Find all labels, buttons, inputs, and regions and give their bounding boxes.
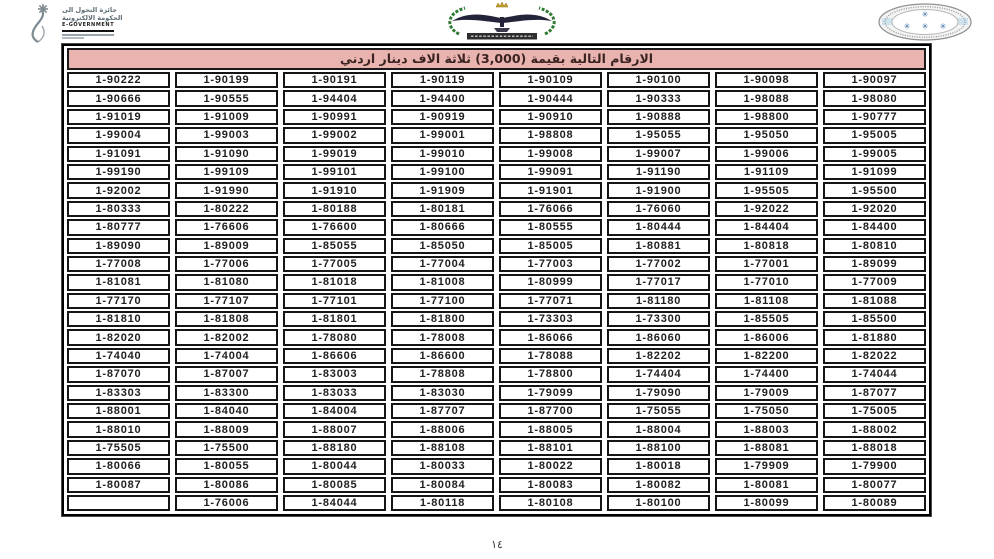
number-cell: 1-79900 bbox=[823, 458, 926, 474]
number-cell: 1-80108 bbox=[499, 495, 602, 511]
number-cell: 1-80033 bbox=[391, 458, 494, 474]
number-cell: 1-90991 bbox=[283, 109, 386, 125]
award-logo-text bbox=[62, 2, 123, 44]
seal-graphic bbox=[876, 2, 974, 42]
number-cell: 1-90555 bbox=[175, 90, 278, 106]
number-cell: 1-90222 bbox=[67, 72, 170, 88]
number-cell: 1-86600 bbox=[391, 348, 494, 364]
award-flower-icon bbox=[24, 2, 58, 44]
number-cell: 1-91109 bbox=[715, 164, 818, 180]
number-cell: 1-99008 bbox=[499, 146, 602, 162]
number-cell: 1-80089 bbox=[823, 495, 926, 511]
number-cell: 1-77009 bbox=[823, 274, 926, 290]
number-cell: 1-90097 bbox=[823, 72, 926, 88]
number-cell: 1-98808 bbox=[499, 127, 602, 143]
number-cell: 1-88004 bbox=[607, 421, 710, 437]
svg-text:✳: ✳ bbox=[903, 22, 911, 31]
number-cell: 1-77005 bbox=[283, 256, 386, 272]
number-cell: 1-86066 bbox=[499, 329, 602, 345]
number-cell: 1-84044 bbox=[283, 495, 386, 511]
egov-award-logo bbox=[24, 2, 154, 44]
number-cell: 1-90109 bbox=[499, 72, 602, 88]
number-cell: 1-80181 bbox=[391, 201, 494, 217]
award-line2: الحكومة الالكترونية bbox=[62, 13, 123, 22]
number-cell: 1-87007 bbox=[175, 366, 278, 382]
number-cell: 1-89099 bbox=[823, 256, 926, 272]
number-cell: 1-91990 bbox=[175, 182, 278, 198]
number-cell: 1-90098 bbox=[715, 72, 818, 88]
number-cell: 1-95050 bbox=[715, 127, 818, 143]
number-cell: 1-79090 bbox=[607, 385, 710, 401]
number-cell: 1-98080 bbox=[823, 90, 926, 106]
number-cell: 1-78808 bbox=[391, 366, 494, 382]
number-cell: 1-84404 bbox=[715, 219, 818, 235]
number-cell: 1-81008 bbox=[391, 274, 494, 290]
number-cell: 1-99002 bbox=[283, 127, 386, 143]
number-cell: 1-99019 bbox=[283, 146, 386, 162]
number-cell: 1-95055 bbox=[607, 127, 710, 143]
number-cell: 1-81080 bbox=[175, 274, 278, 290]
number-cell: 1-88001 bbox=[67, 403, 170, 419]
number-cell: 1-86006 bbox=[715, 329, 818, 345]
number-cell: 1-77004 bbox=[391, 256, 494, 272]
number-cell: 1-80083 bbox=[499, 477, 602, 493]
number-cell: 1-90777 bbox=[823, 109, 926, 125]
number-cell: 1-79099 bbox=[499, 385, 602, 401]
number-cell: 1-80333 bbox=[67, 201, 170, 217]
number-cell: 1-75050 bbox=[715, 403, 818, 419]
number-cell: 1-84040 bbox=[175, 403, 278, 419]
number-cell: 1-81018 bbox=[283, 274, 386, 290]
table-title: الارقام التالية بقيمة (3,000) ثلاثة الاف دينار اردني bbox=[67, 48, 926, 70]
number-cell: 1-79909 bbox=[715, 458, 818, 474]
number-cell: 1-98088 bbox=[715, 90, 818, 106]
number-cell: 1-76600 bbox=[283, 219, 386, 235]
number-cell: 1-80444 bbox=[607, 219, 710, 235]
number-cell: 1-99007 bbox=[607, 146, 710, 162]
number-cell: 1-74400 bbox=[715, 366, 818, 382]
number-cell: 1-91901 bbox=[499, 182, 602, 198]
number-cell: 1-88101 bbox=[499, 440, 602, 456]
number-cell: 1-91190 bbox=[607, 164, 710, 180]
number-cell: 1-80077 bbox=[823, 477, 926, 493]
number-cell: 1-95505 bbox=[715, 182, 818, 198]
award-small-print bbox=[62, 34, 114, 36]
number-cell: 1-90919 bbox=[391, 109, 494, 125]
number-cell: 1-83030 bbox=[391, 385, 494, 401]
number-cell: 1-95500 bbox=[823, 182, 926, 198]
number-cell: 1-91091 bbox=[67, 146, 170, 162]
number-cell: 1-94400 bbox=[391, 90, 494, 106]
number-cell: 1-80666 bbox=[391, 219, 494, 235]
number-cell: 1-80086 bbox=[175, 477, 278, 493]
number-cell: 1-80881 bbox=[607, 238, 710, 254]
number-cell: 1-77003 bbox=[499, 256, 602, 272]
number-cell: 1-99005 bbox=[823, 146, 926, 162]
number-cell: 1-89090 bbox=[67, 238, 170, 254]
empty-cell bbox=[67, 495, 170, 511]
number-cell: 1-77107 bbox=[175, 293, 278, 309]
number-cell: 1-85500 bbox=[823, 311, 926, 327]
number-cell: 1-80084 bbox=[391, 477, 494, 493]
number-cell: 1-88010 bbox=[67, 421, 170, 437]
number-cell: 1-87070 bbox=[67, 366, 170, 382]
number-cell: 1-82202 bbox=[607, 348, 710, 364]
number-cell: 1-73303 bbox=[499, 311, 602, 327]
number-cell: 1-80085 bbox=[283, 477, 386, 493]
number-cell: 1-88009 bbox=[175, 421, 278, 437]
number-cell: 1-83303 bbox=[67, 385, 170, 401]
number-cell: 1-88108 bbox=[391, 440, 494, 456]
number-cell: 1-91019 bbox=[67, 109, 170, 125]
number-cell: 1-81880 bbox=[823, 329, 926, 345]
award-small-print-2 bbox=[62, 37, 84, 39]
number-cell: 1-78080 bbox=[283, 329, 386, 345]
number-cell: 1-99004 bbox=[67, 127, 170, 143]
number-cell: 1-88100 bbox=[607, 440, 710, 456]
number-cell: 1-92020 bbox=[823, 201, 926, 217]
number-cell: 1-91009 bbox=[175, 109, 278, 125]
number-cell: 1-91909 bbox=[391, 182, 494, 198]
number-cell: 1-81808 bbox=[175, 311, 278, 327]
numbers-table-frame bbox=[62, 44, 931, 516]
number-cell: 1-80810 bbox=[823, 238, 926, 254]
number-cell: 1-86060 bbox=[607, 329, 710, 345]
number-cell: 1-83300 bbox=[175, 385, 278, 401]
number-cell: 1-88003 bbox=[715, 421, 818, 437]
number-cell: 1-84400 bbox=[823, 219, 926, 235]
number-cell: 1-99006 bbox=[715, 146, 818, 162]
number-cell: 1-92002 bbox=[67, 182, 170, 198]
number-cell: 1-90333 bbox=[607, 90, 710, 106]
number-cell: 1-80018 bbox=[607, 458, 710, 474]
number-cell: 1-77071 bbox=[499, 293, 602, 309]
numbers-table bbox=[61, 43, 932, 517]
number-cell: 1-76066 bbox=[499, 201, 602, 217]
number-cell: 1-76006 bbox=[175, 495, 278, 511]
award-line1: جائزة التحول الى bbox=[62, 6, 117, 15]
number-cell: 1-79009 bbox=[715, 385, 818, 401]
number-cell: 1-74404 bbox=[607, 366, 710, 382]
number-cell: 1-88007 bbox=[283, 421, 386, 437]
number-cell: 1-80222 bbox=[175, 201, 278, 217]
number-cell: 1-80777 bbox=[67, 219, 170, 235]
number-cell: 1-76060 bbox=[607, 201, 710, 217]
number-cell: 1-99109 bbox=[175, 164, 278, 180]
number-cell: 1-99001 bbox=[391, 127, 494, 143]
number-cell: 1-77100 bbox=[391, 293, 494, 309]
number-cell: 1-99003 bbox=[175, 127, 278, 143]
number-cell: 1-90910 bbox=[499, 109, 602, 125]
number-cell: 1-75055 bbox=[607, 403, 710, 419]
number-cell: 1-76606 bbox=[175, 219, 278, 235]
number-cell: 1-99100 bbox=[391, 164, 494, 180]
number-cell: 1-88005 bbox=[499, 421, 602, 437]
number-cell: 1-74040 bbox=[67, 348, 170, 364]
number-cell: 1-81081 bbox=[67, 274, 170, 290]
number-cell: 1-81108 bbox=[715, 293, 818, 309]
svg-text:✳: ✳ bbox=[939, 22, 947, 31]
number-cell: 1-77017 bbox=[607, 274, 710, 290]
number-cell: 1-74004 bbox=[175, 348, 278, 364]
number-cell: 1-90199 bbox=[175, 72, 278, 88]
number-cell: 1-83003 bbox=[283, 366, 386, 382]
number-cell: 1-77002 bbox=[607, 256, 710, 272]
number-cell: 1-73300 bbox=[607, 311, 710, 327]
number-cell: 1-80999 bbox=[499, 274, 602, 290]
number-cell: 1-86606 bbox=[283, 348, 386, 364]
number-cell: 1-88006 bbox=[391, 421, 494, 437]
number-cell: 1-80818 bbox=[715, 238, 818, 254]
number-cell: 1-82200 bbox=[715, 348, 818, 364]
number-cell: 1-88002 bbox=[823, 421, 926, 437]
award-line3: E-GOVERNMENT bbox=[62, 23, 114, 32]
number-cell: 1-77006 bbox=[175, 256, 278, 272]
number-cell: 1-98800 bbox=[715, 109, 818, 125]
number-cell: 1-75005 bbox=[823, 403, 926, 419]
number-cell: 1-77008 bbox=[67, 256, 170, 272]
number-cell: 1-85055 bbox=[283, 238, 386, 254]
number-cell: 1-99101 bbox=[283, 164, 386, 180]
number-cell: 1-77101 bbox=[283, 293, 386, 309]
numbers-grid bbox=[67, 72, 926, 511]
number-cell: 1-81801 bbox=[283, 311, 386, 327]
number-cell: 1-80118 bbox=[391, 495, 494, 511]
number-cell: 1-94404 bbox=[283, 90, 386, 106]
svg-text:✳: ✳ bbox=[921, 10, 929, 19]
number-cell: 1-78088 bbox=[499, 348, 602, 364]
number-cell: 1-85505 bbox=[715, 311, 818, 327]
number-cell: 1-80082 bbox=[607, 477, 710, 493]
number-cell: 1-85005 bbox=[499, 238, 602, 254]
number-cell: 1-87700 bbox=[499, 403, 602, 419]
number-cell: 1-95005 bbox=[823, 127, 926, 143]
emblem-graphic bbox=[437, 1, 567, 41]
number-cell: 1-90888 bbox=[607, 109, 710, 125]
number-cell: 1-80100 bbox=[607, 495, 710, 511]
number-cell: 1-77001 bbox=[715, 256, 818, 272]
number-cell: 1-91090 bbox=[175, 146, 278, 162]
number-cell: 1-75505 bbox=[67, 440, 170, 456]
number-cell: 1-90666 bbox=[67, 90, 170, 106]
number-cell: 1-88180 bbox=[283, 440, 386, 456]
number-cell: 1-74044 bbox=[823, 366, 926, 382]
number-cell: 1-99190 bbox=[67, 164, 170, 180]
number-cell: 1-91099 bbox=[823, 164, 926, 180]
number-cell: 1-88081 bbox=[715, 440, 818, 456]
number-cell: 1-90100 bbox=[607, 72, 710, 88]
page-number: ١٤ bbox=[491, 538, 503, 551]
svg-text:✳: ✳ bbox=[921, 22, 929, 31]
number-cell: 1-99091 bbox=[499, 164, 602, 180]
number-cell: 1-99010 bbox=[391, 146, 494, 162]
number-cell: 1-80066 bbox=[67, 458, 170, 474]
number-cell: 1-80044 bbox=[283, 458, 386, 474]
circular-seal bbox=[876, 2, 974, 42]
number-cell: 1-82002 bbox=[175, 329, 278, 345]
number-cell: 1-80022 bbox=[499, 458, 602, 474]
number-cell: 1-82022 bbox=[823, 348, 926, 364]
number-cell: 1-90444 bbox=[499, 90, 602, 106]
number-cell: 1-78800 bbox=[499, 366, 602, 382]
number-cell: 1-81088 bbox=[823, 293, 926, 309]
armed-forces-emblem bbox=[437, 1, 567, 41]
number-cell: 1-85050 bbox=[391, 238, 494, 254]
number-cell: 1-81800 bbox=[391, 311, 494, 327]
number-cell: 1-81810 bbox=[67, 311, 170, 327]
number-cell: 1-82020 bbox=[67, 329, 170, 345]
number-cell: 1-81180 bbox=[607, 293, 710, 309]
number-cell: 1-80055 bbox=[175, 458, 278, 474]
number-cell: 1-80555 bbox=[499, 219, 602, 235]
number-cell: 1-91900 bbox=[607, 182, 710, 198]
number-cell: 1-80188 bbox=[283, 201, 386, 217]
number-cell: 1-78008 bbox=[391, 329, 494, 345]
number-cell: 1-90191 bbox=[283, 72, 386, 88]
number-cell: 1-80099 bbox=[715, 495, 818, 511]
number-cell: 1-91910 bbox=[283, 182, 386, 198]
number-cell: 1-87077 bbox=[823, 385, 926, 401]
number-cell: 1-84004 bbox=[283, 403, 386, 419]
number-cell: 1-92022 bbox=[715, 201, 818, 217]
number-cell: 1-87707 bbox=[391, 403, 494, 419]
number-cell: 1-88018 bbox=[823, 440, 926, 456]
number-cell: 1-80087 bbox=[67, 477, 170, 493]
number-cell: 1-77010 bbox=[715, 274, 818, 290]
number-cell: 1-77170 bbox=[67, 293, 170, 309]
number-cell: 1-89009 bbox=[175, 238, 278, 254]
number-cell: 1-75500 bbox=[175, 440, 278, 456]
number-cell: 1-90119 bbox=[391, 72, 494, 88]
number-cell: 1-80081 bbox=[715, 477, 818, 493]
number-cell: 1-83033 bbox=[283, 385, 386, 401]
